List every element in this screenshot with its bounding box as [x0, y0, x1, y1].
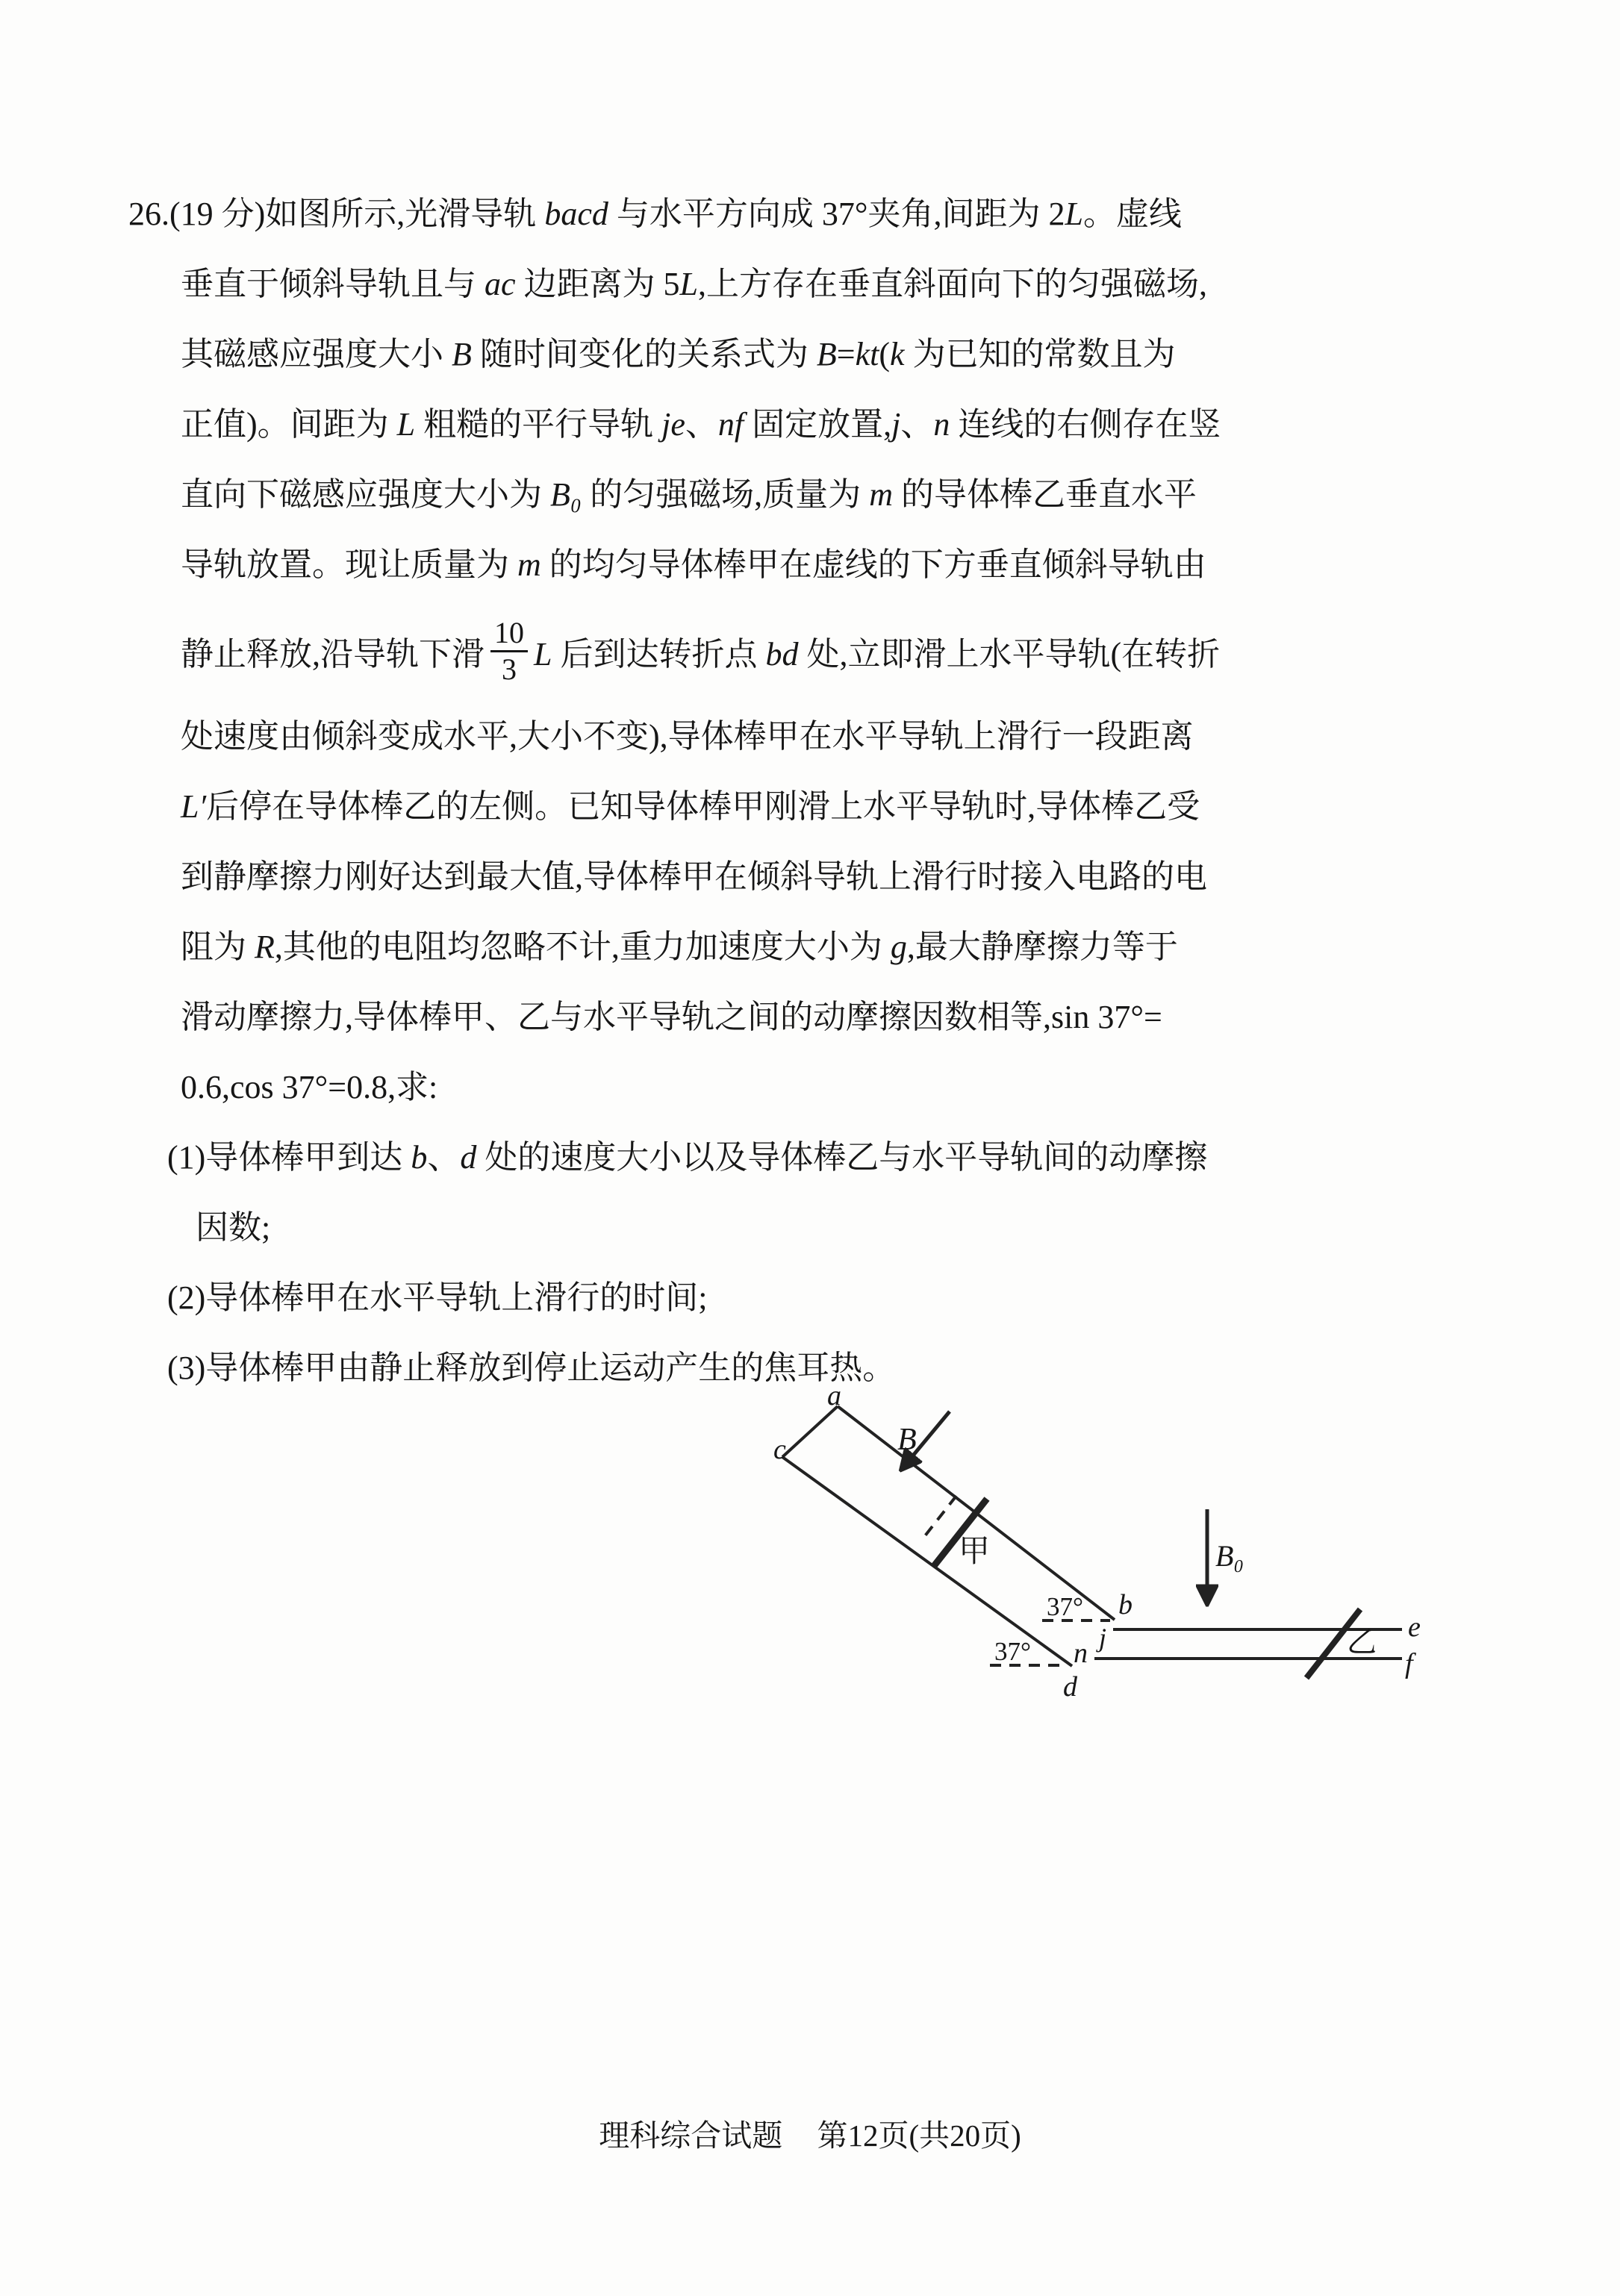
problem-line: 处速度由倾斜变成水平,大小不变),导体棒甲在水平导轨上滑行一段距离: [181, 718, 1194, 755]
physics-diagram: [732, 1381, 1486, 1732]
label-b: b: [1118, 1589, 1133, 1620]
problem-line: 阻为 R,其他的电阻均忽略不计,重力加速度大小为 g,最大静摩擦力等于: [181, 929, 1178, 965]
label-e: e: [1408, 1612, 1421, 1643]
label-c: c: [773, 1434, 786, 1465]
label-a: a: [827, 1381, 841, 1411]
label-d: d: [1063, 1671, 1077, 1703]
label-n: n: [1074, 1638, 1088, 1669]
fraction-line-after: L 后到达转折点 bd 处,立即滑上水平导轨(在转折: [534, 636, 1221, 673]
label-f: f: [1405, 1648, 1413, 1679]
label-b0-field: B₀: [1215, 1539, 1244, 1573]
problem-line: 到静摩擦力刚好达到最大值,导体棒甲在倾斜导轨上滑行时接入电路的电: [181, 858, 1207, 895]
label-b-field: B: [897, 1423, 917, 1457]
question-3: (3)导体棒甲由静止释放到停止运动产生的焦耳热。: [167, 1350, 896, 1386]
problem-line: 0.6,cos 37°=0.8,求:: [181, 1069, 438, 1105]
label-rod-jia: 甲: [959, 1535, 991, 1569]
label-angle-bottom: 37°: [994, 1637, 1031, 1666]
problem-line: 导轨放置。现让质量为 m 的均匀导体棒甲在虚线的下方垂直倾斜导轨由: [181, 546, 1206, 583]
fraction-line-before: 静止释放,沿导轨下滑: [181, 636, 485, 673]
question-2: (2)导体棒甲在水平导轨上滑行的时间;: [167, 1279, 708, 1316]
question-1-continued: 因数;: [196, 1209, 271, 1246]
problem-line: 其磁感应强度大小 B 随时间变化的关系式为 B=kt(k 为已知的常数且为: [181, 336, 1176, 372]
question-1: (1)导体棒甲到达 b、d 处的速度大小以及导体棒乙与水平导轨间的动摩擦: [167, 1139, 1208, 1176]
problem-line: L′后停在导体棒乙的左侧。已知导体棒甲刚滑上水平导轨时,导体棒乙受: [181, 788, 1200, 825]
fraction-denominator: 3: [502, 652, 517, 686]
incline-rail-cd: [782, 1457, 1072, 1666]
label-rod-yi: 乙: [1347, 1625, 1377, 1659]
fraction-ten-thirds: [490, 616, 528, 687]
fraction-numerator: 10: [490, 616, 528, 652]
problem-line: 垂直于倾斜导轨且与 ac 边距离为 5L,上方存在垂直斜面向下的匀强磁场,: [181, 266, 1208, 302]
label-j: j: [1099, 1623, 1107, 1653]
incline-top-edge-ac: [782, 1406, 838, 1457]
problem-line: 正值)。间距为 L 粗糙的平行导轨 je、nf 固定放置,j、n 连线的右侧存在竖: [181, 406, 1221, 443]
label-angle-top: 37°: [1047, 1592, 1083, 1621]
problem-line: 直向下磁感应强度大小为 B₀ 的匀强磁场,质量为 m 的导体棒乙垂直水平: [181, 476, 1197, 513]
problem-line-fraction: [128, 600, 1472, 702]
problem-line: 26.(19 分)如图所示,光滑导轨 bacd 与水平方向成 37°夹角,间距为 2L。虚线: [128, 196, 1182, 232]
problem-26: [128, 179, 1472, 1403]
problem-line: 滑动摩擦力,导体棒甲、乙与水平导轨之间的动摩擦因数相等,sin 37°=: [181, 999, 1162, 1035]
page-footer: [0, 2111, 1620, 2155]
footer-exam-title: 理科综合试题: [599, 2118, 783, 2153]
footer-page-info: 第12页(共20页): [817, 2118, 1021, 2153]
dashed-boundary-line: [921, 1496, 956, 1541]
